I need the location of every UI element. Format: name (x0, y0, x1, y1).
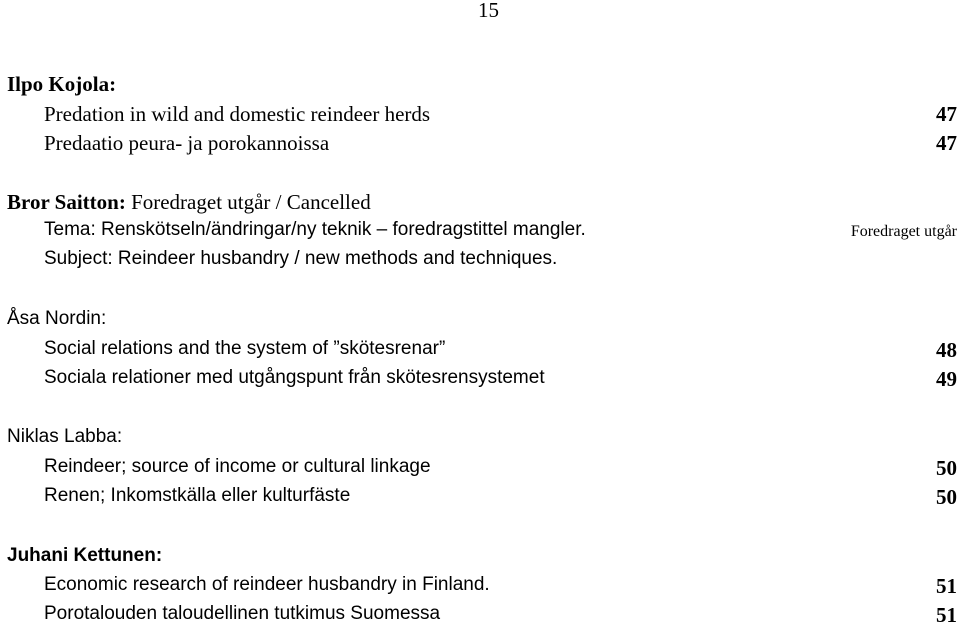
cancelled-note: Foredraget utgår (850, 223, 957, 240)
entry-title: Subject: Reindeer husbandry / new methods and techniques. (44, 248, 558, 269)
entry-title (44, 338, 445, 360)
entry-page-number: 47 (936, 131, 957, 155)
entry-title: Reindeer; source of income or cultural linkage (44, 456, 431, 477)
entry-title: Porotalouden taloudellinen tutkimus Suomessa (44, 603, 441, 624)
entry-page-number: 51 (936, 603, 957, 627)
entry-page-number: 50 (936, 456, 957, 480)
author-labba: Niklas Labba: (7, 426, 123, 447)
author-saitton-note: Foredraget utgår / Cancelled (131, 190, 371, 214)
entry-page-number: 48 (936, 338, 957, 362)
entry-page-number: 47 (936, 102, 957, 126)
author-kojola: Ilpo Kojola: (7, 72, 117, 96)
author-saitton: Bror Saitton: (7, 190, 126, 214)
page-number: 15 (478, 0, 499, 22)
entry-page-number: 51 (936, 574, 957, 598)
entry-title: Predaatio peura- ja porokannoissa (44, 131, 330, 155)
entry-title-text: Social relations and the system of ”skötesrenar” (44, 338, 446, 359)
entry-title: Predation in wild and domestic reindeer herds (44, 102, 431, 126)
author-kettunen: Juhani Kettunen: (7, 545, 163, 566)
entry-title: Sociala relationer med utgångspunt från skötesrensystemet (44, 367, 545, 388)
entry-title: Renen; Inkomstkälla eller kulturfäste (44, 485, 351, 506)
entry-page-number: 49 (936, 367, 957, 391)
author-nordin: Åsa Nordin: (7, 308, 107, 329)
entry-title: Tema: Renskötseln/ändringar/ny teknik – foredragstittel mangler. (44, 219, 586, 240)
entry-page-number: 50 (936, 485, 957, 509)
author-saitton-line (7, 190, 371, 215)
entry-title: Economic research of reindeer husbandry in Finland. (44, 574, 490, 595)
